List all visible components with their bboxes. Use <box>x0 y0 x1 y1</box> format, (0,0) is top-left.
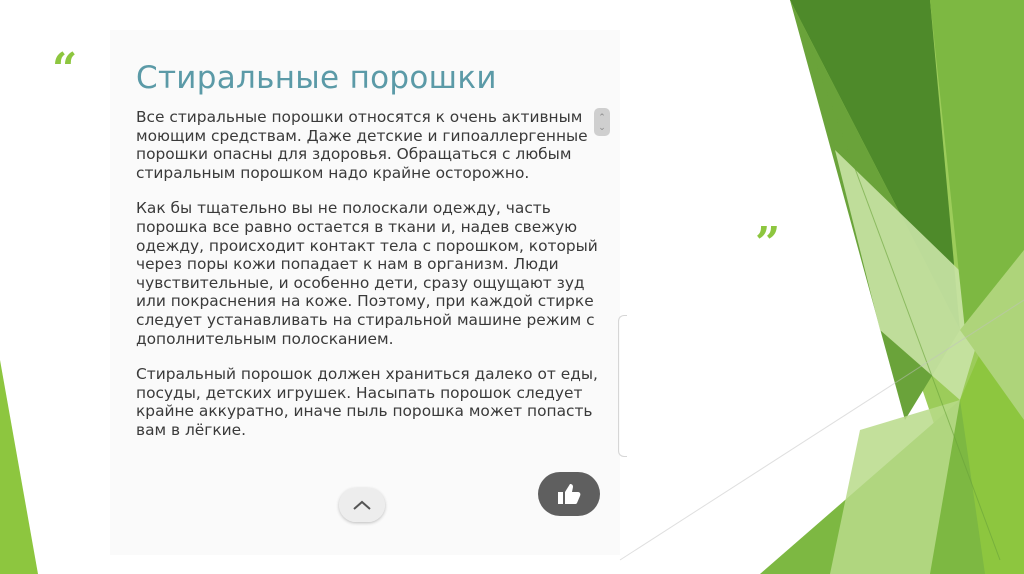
paragraph-2: Как бы тщательно вы не полоскали одежду, часть порошка все равно остается в ткани и, надев свежую одежду, происходит контакт тела с порошком, который через поры кожи попадает к нам в организм. Люди чувствительные, и особенно дети, сразу ощущают зуд или покраснения на коже. Поэтому, при каждой стирке следует устанавливать на стиральной машине режим с дополнительным полосканием. <box>136 199 598 348</box>
side-scroll-bracket <box>618 315 627 457</box>
thumbs-up-icon <box>556 482 582 506</box>
chevron-down-icon: ⌄ <box>598 122 606 132</box>
chevron-up-icon <box>352 499 372 511</box>
paragraph-3: Стиральный порошок должен храниться далеко от еды, посуды, детских игрушек. Насыпать порошок следует крайне аккуратно, иначе пыль порошка может попасть вам в лёгкие. <box>136 365 598 439</box>
scroll-to-top-button[interactable] <box>339 488 385 522</box>
close-quote-mark: ” <box>755 218 781 269</box>
article-body <box>136 108 606 457</box>
open-quote-mark: “ <box>52 44 78 95</box>
chevron-up-icon: ⌃ <box>598 112 606 122</box>
like-button[interactable] <box>538 472 600 516</box>
paragraph-1: Все стиральные порошки относятся к очень активным моющим средствам. Даже детские и гипоаллергенные порошки опасны для здоровья. Обращаться с любым стиральным порошком надо крайне осторожно. <box>136 108 588 182</box>
scroll-handle[interactable] <box>594 108 610 136</box>
article-title: Стиральные порошки <box>136 60 497 96</box>
